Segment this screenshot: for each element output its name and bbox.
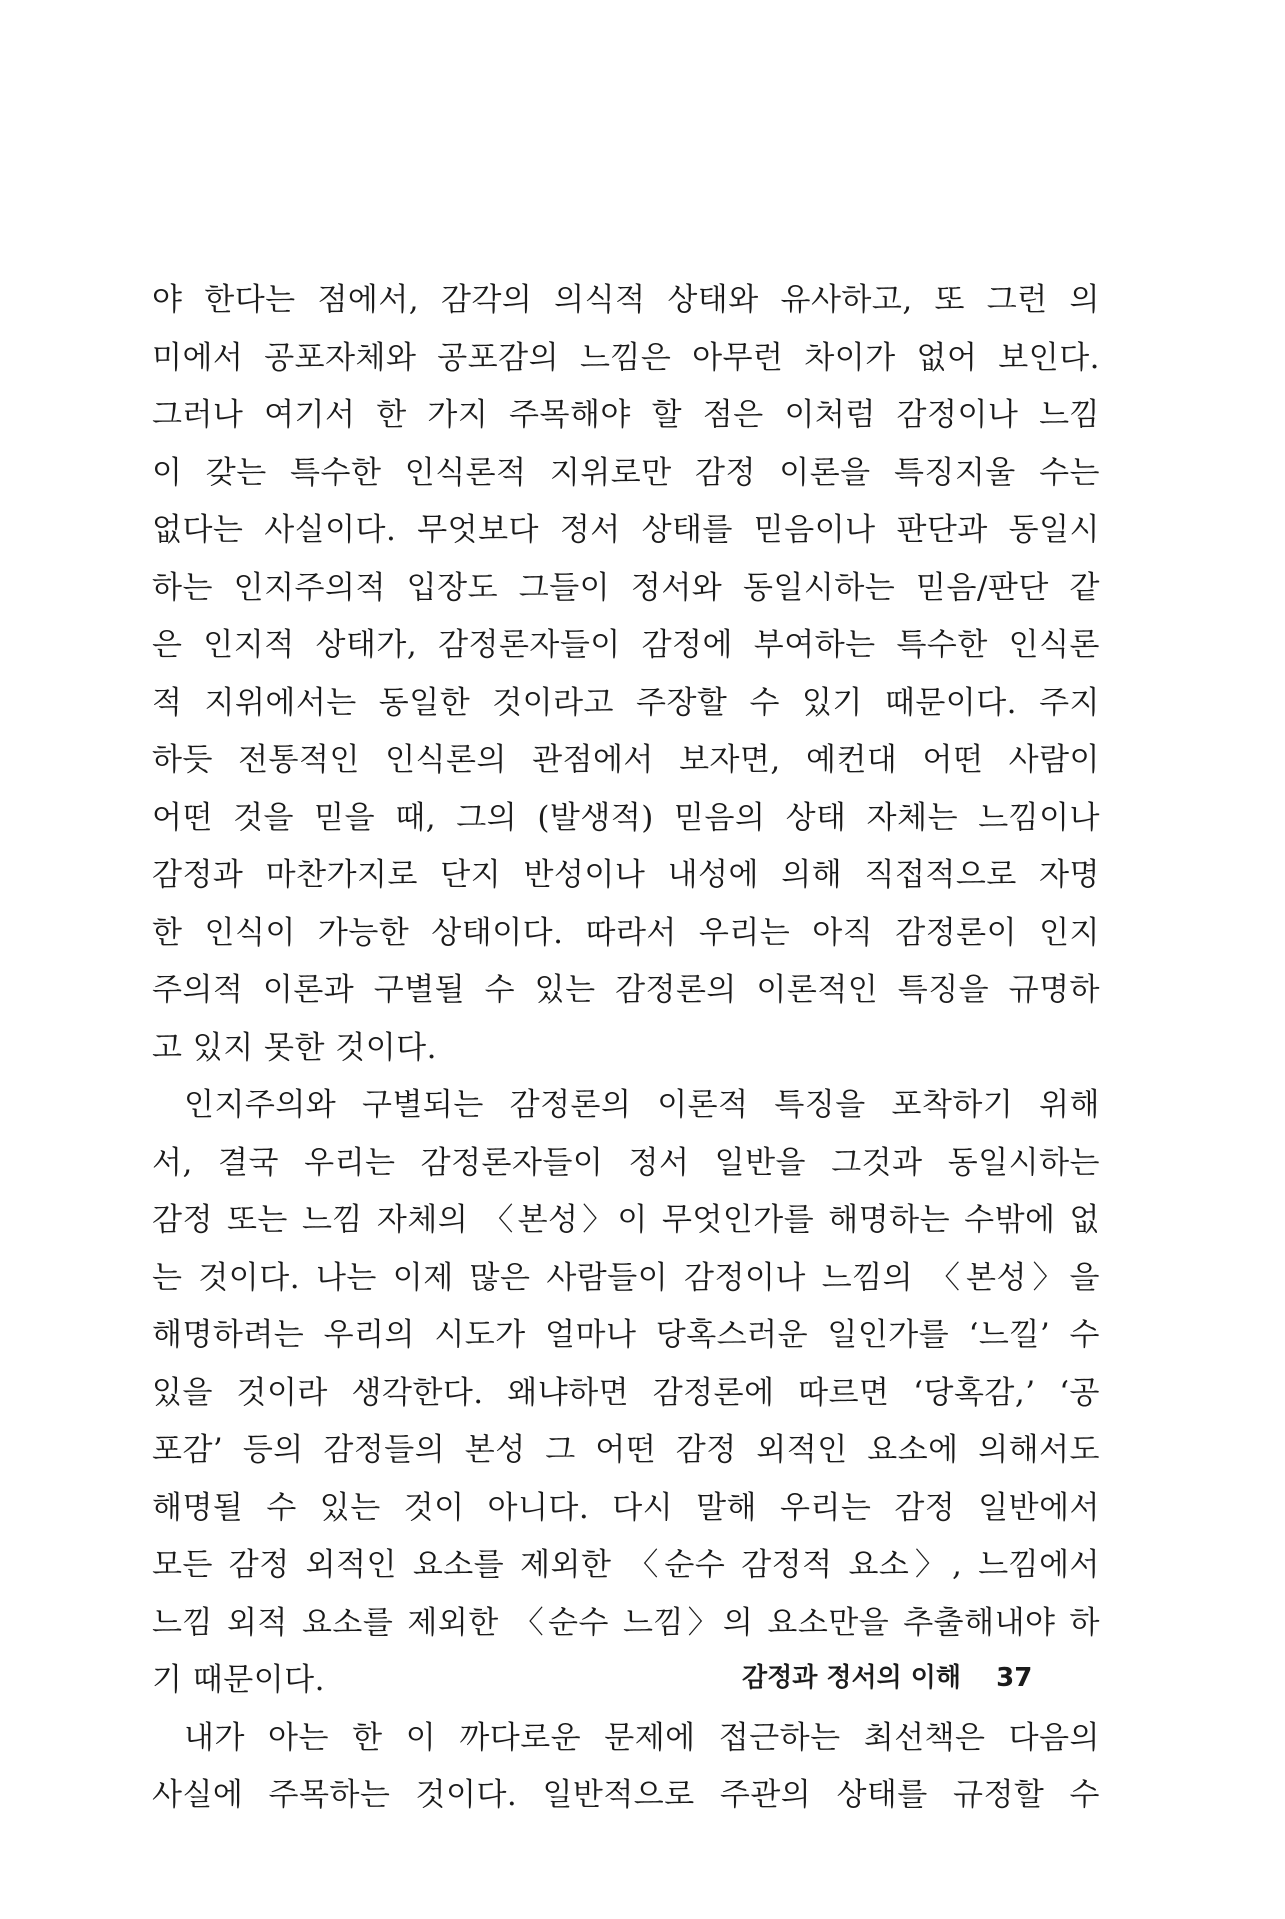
text-line: 해명될 수 있는 것이 아니다. 다시 말해 우리는 감정 일반에서 [152, 1489, 1100, 1526]
text-line: 고 있지 못한 것이다. [152, 1029, 437, 1066]
text-line: 그러나 여기서 한 가지 주목해야 할 점은 이처럼 감정이나 느낌 [152, 397, 1100, 433]
text-line: 야 한다는 점에서, 감각의 의식적 상태와 유사하고, 또 그런 의 [152, 282, 1100, 318]
text-line: 서, 결국 우리는 감정론자들이 정서 일반을 그것과 동일시하는 [152, 1144, 1100, 1181]
text-line: 사실에 주목하는 것이다. 일반적으로 주관의 상태를 규정할 수 [152, 1777, 1100, 1813]
text-line: 포감’ 등의 감정들의 본성 그 어떤 감정 외적인 요소에 의해서도 [152, 1432, 1100, 1468]
page-number: 37 [996, 1663, 1033, 1693]
text-line: 미에서 공포자체와 공포감의 느낌은 아무런 차이가 없어 보인다. [152, 339, 1100, 376]
text-line: 는 것이다. 나는 이제 많은 사람들이 감정이나 느낌의 〈본성〉을 [152, 1259, 1100, 1296]
page-footer [742, 1658, 1062, 1698]
text-line: 은 인지적 상태가, 감정론자들이 감정에 부여하는 특수한 인식론 [152, 627, 1100, 663]
text-line: 기 때문이다. [152, 1662, 325, 1698]
text-line: 이 갖는 특수한 인식론적 지위로만 감정 이론을 특징지울 수는 [152, 454, 1100, 491]
text-line: 어떤 것을 믿을 때, 그의 (발생적) 믿음의 상태 자체는 느낌이나 [152, 799, 1100, 836]
running-title: 감정과 정서의 이해 [742, 1663, 962, 1693]
text-line: 한 인식이 가능한 상태이다. 따라서 우리는 아직 감정론이 인지 [152, 914, 1100, 951]
text-line: 해명하려는 우리의 시도가 얼마나 당혹스러운 일인가를 ‘느낄’ 수 [152, 1317, 1100, 1353]
text-line: 느낌 외적 요소를 제외한 〈순수 느낌〉의 요소만을 추출해내야 하 [152, 1604, 1100, 1641]
text-line: 모든 감정 외적인 요소를 제외한 〈순수 감정적 요소〉, 느낌에서 [152, 1547, 1100, 1583]
text-line: 주의적 이론과 구별될 수 있는 감정론의 이론적인 특징을 규명하 [152, 972, 1100, 1008]
text-line: 하는 인지주의적 입장도 그들이 정서와 동일시하는 믿음/판단 같 [152, 569, 1100, 606]
text-line: 없다는 사실이다. 무엇보다 정서 상태를 믿음이나 판단과 동일시 [152, 512, 1100, 548]
text-line: 감정 또는 느낌 자체의 〈본성〉이 무엇인가를 해명하는 수밖에 없 [152, 1202, 1100, 1238]
text-line: 하듯 전통적인 인식론의 관점에서 보자면, 예컨대 어떤 사람이 [152, 742, 1100, 778]
paragraph-start-line: 내가 아는 한 이 까다로운 문제에 접근하는 최선책은 다음의 [184, 1719, 1100, 1756]
text-line: 감정과 마찬가지로 단지 반성이나 내성에 의해 직접적으로 자명 [152, 857, 1100, 893]
text-line: 적 지위에서는 동일한 것이라고 주장할 수 있기 때문이다. 주지 [152, 684, 1100, 721]
body-text [152, 272, 1100, 1825]
text-line: 있을 것이라 생각한다. 왜냐하면 감정론에 따르면 ‘당혹감,’ ‘공 [152, 1374, 1100, 1411]
paragraph-start-line: 인지주의와 구별되는 감정론의 이론적 특징을 포착하기 위해 [184, 1087, 1100, 1123]
